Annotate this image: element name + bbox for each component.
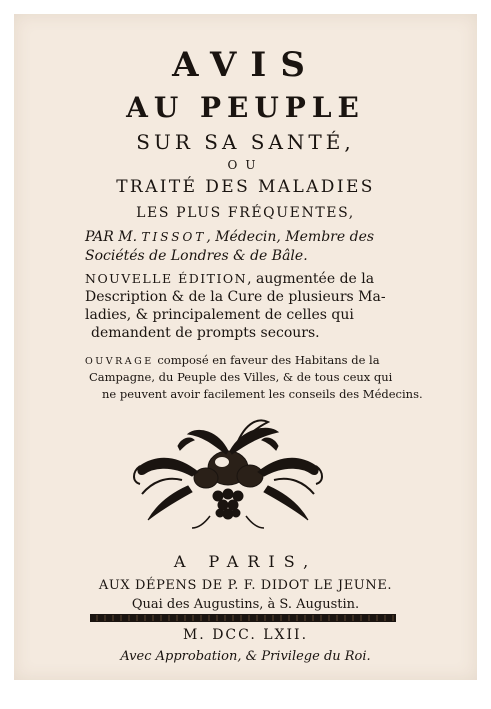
purpose-line-1: [85, 355, 380, 367]
purpose-line-1-rest: composé en faveur des Habitans de la: [153, 353, 380, 367]
imprint-date: M. DCC. LXII.: [182, 627, 309, 643]
title-page: [14, 14, 477, 680]
author-line: [85, 230, 374, 244]
edition-line-4: demandent de prompts secours.: [91, 325, 320, 341]
edition-line-2: Description & de la Cure de plusieurs Ma-: [85, 289, 386, 305]
imprint-privilege: Avec Approbation, & Privilege du Roi.: [120, 649, 371, 664]
purpose-line-2: Campagne, du Peuple des Villes, & de tous ceux qui: [89, 370, 393, 384]
author-societies: Sociétés de Londres & de Bâle.: [85, 248, 308, 264]
title-traite: TRAITÉ DES MALADIES: [116, 177, 375, 197]
title-sur-sa-sante: SUR SA SANTÉ,: [136, 130, 355, 154]
author-rest: , Médecin, Membre des: [206, 229, 375, 245]
title-au-peuple: AU PEUPLE: [126, 91, 365, 124]
edition-lead: NOUVELLE ÉDITION: [85, 271, 248, 286]
imprint-city: A PARIS,: [173, 552, 318, 571]
edition-line-1: [85, 272, 374, 286]
author-prefix: PAR M.: [85, 229, 142, 245]
floral-ornament-icon: [118, 416, 338, 536]
title-avis: AVIS: [172, 45, 319, 85]
title-ou: OU: [227, 158, 264, 172]
edition-line-1-rest: , augmentée de la: [247, 271, 375, 287]
purpose-lead: OUVRAGE: [85, 356, 154, 367]
author-name: TISSOT: [141, 230, 207, 244]
imprint-address: Quai des Augustins, à S. Augustin.: [131, 597, 360, 612]
title-frequentes: LES PLUS FRÉQUENTES,: [136, 205, 355, 221]
ornamental-rule: [90, 614, 396, 622]
edition-line-3: ladies, & principalement de celles qui: [85, 307, 354, 323]
purpose-line-3: ne peuvent avoir facilement les conseils des Médecins.: [102, 387, 423, 401]
imprint-publisher: AUX DÉPENS DE P. F. DIDOT LE JEUNE.: [98, 578, 393, 593]
